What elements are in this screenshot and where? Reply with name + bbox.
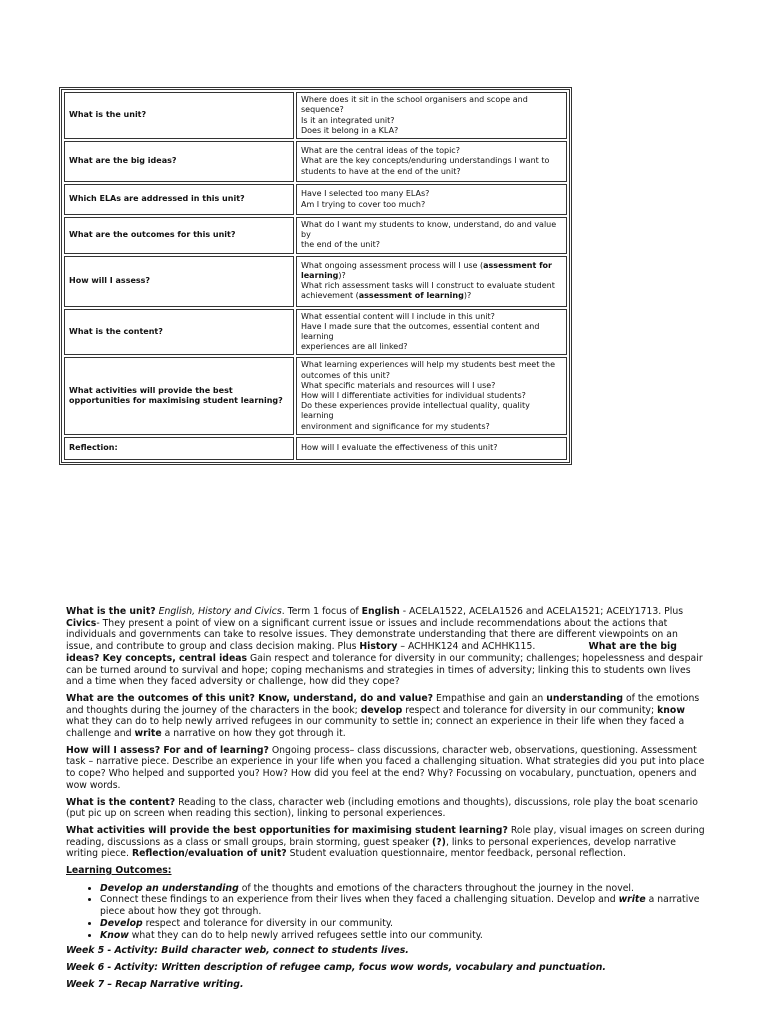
answer-text: achievement (	[301, 291, 359, 301]
keyword: Develop an understanding	[100, 882, 239, 894]
document-body	[66, 606, 706, 995]
answer-line: What do I want my students to know, understand, do and value by	[301, 220, 557, 240]
answer-emphasis: assessment of learning	[358, 291, 464, 301]
heading-text: What is the content?	[66, 796, 176, 808]
table-row	[64, 357, 567, 434]
body-text: . Term 1 focus of	[281, 606, 362, 617]
answer-line: Have I made sure that the outcomes, essential content and learning	[301, 321, 540, 342]
answer-cell	[296, 256, 567, 307]
week-5-plan: Week 5 - Activity: Build character web, connect to students lives.	[66, 945, 409, 957]
keyword: English	[361, 606, 400, 617]
answer-line: Am I trying to cover too much?	[301, 199, 426, 209]
body-text: Connect these findings to an experience from their lives when they faced a challenging situation. Develop and	[100, 894, 619, 906]
body-text: Gain respect and tolerance for diversity in our community; challenges; hopelessness and despair can be turned around to survival and hope; coping mechanisms and strategies in times of adversity; linking this to students own lives and a time when they faced adversity or challenge, how did they cope?	[66, 652, 703, 688]
answer-text: )?	[463, 291, 472, 301]
keyword: develop	[360, 704, 403, 716]
question-cell: Reflection:	[64, 437, 294, 460]
body-text: – ACHHK124 and ACHHK115.	[397, 641, 589, 653]
answer-emphasis: assessment for	[483, 260, 552, 270]
keyword: (?)	[432, 836, 446, 848]
list-item	[100, 930, 706, 942]
answer-line: Is it an integrated unit?	[301, 115, 395, 125]
answer-line	[301, 261, 562, 271]
answer-line: Where does it sit in the school organisers and scope and sequence?	[301, 95, 528, 115]
keyword: know	[657, 704, 685, 716]
answer-cell	[296, 357, 567, 434]
question-cell: How will I assess?	[64, 256, 294, 307]
table-row	[64, 309, 567, 356]
answer-text: )?	[338, 270, 346, 280]
table-row	[64, 437, 567, 460]
list-item	[100, 883, 706, 895]
learning-outcomes-list	[66, 883, 706, 942]
keyword: write	[134, 728, 162, 740]
answer-text: What ongoing assessment process will I use (	[301, 260, 484, 270]
heading-text: What are the big ideas? Key concepts, central ideas	[66, 641, 677, 664]
answer-emphasis: learning	[301, 270, 339, 280]
question-cell: What are the big ideas?	[64, 141, 294, 182]
answer-cell	[296, 217, 567, 254]
table-row	[64, 256, 567, 307]
answer-line: the end of the unit?	[301, 240, 380, 250]
body-text: respect and tolerance for diversity in our community.	[142, 917, 394, 929]
answer-cell	[296, 184, 567, 215]
answer-line: What are the central ideas of the topic?	[301, 146, 460, 156]
list-item	[100, 894, 706, 917]
body-text: , links to personal experiences, develop narrative writing piece.	[66, 836, 676, 860]
table-row	[64, 141, 567, 182]
answer-line: How will I differentiate activities for individual students?	[301, 391, 526, 401]
answer-line: Does it belong in a KLA?	[301, 125, 399, 135]
body-text: what they can do to help newly arrived refugees settle into our community.	[128, 929, 483, 941]
paragraph-assessment	[66, 745, 706, 792]
unit-planning-table	[59, 87, 572, 465]
answer-line	[301, 291, 562, 301]
answer-line: Do these experiences provide intellectual quality, quality learning	[301, 401, 530, 421]
table-row	[64, 184, 567, 215]
learning-outcomes-heading: Learning Outcomes:	[66, 865, 172, 877]
answer-cell	[296, 92, 567, 139]
body-text: a narrative on how they got through it.	[161, 728, 346, 740]
paragraph-unit-overview	[66, 606, 706, 688]
answer-line: outcomes of this unit?	[301, 370, 390, 380]
body-text: - They present a point of view on a significant current issue or issues and include recommendations about the actions that individuals and governments can take to resolve issues. They demonstrate understanding that there are different viewpoints on an issue, and contribute to group and class decision making. Plus	[66, 617, 678, 653]
answer-line: What essential content will I include in this unit?	[301, 311, 495, 321]
keyword: understanding	[546, 692, 624, 704]
answer-line: students to have at the end of the unit?	[301, 166, 461, 176]
body-text: Ongoing process– class discussions, character web, observations, questioning. Assessment task – narrative piece. Describe an experience in your life when you faced a challenging situation. What strategies did you put into place to cope? Who helped and supported you? How? How did you feel at the end? Why? Focussing on vocabulary, punctuation, openers and wow words.	[66, 744, 705, 791]
heading-text: What are the outcomes of this unit? Know, understand, do and value?	[66, 692, 434, 704]
week-6-plan: Week 6 - Activity: Written description of refugee camp, focus wow words, vocabulary and punctuation.	[66, 961, 606, 973]
body-text: Reading to the class, character web (including emotions and thoughts), discussions, role play the boat scenario (put pic up on screen when reading this section), linking to personal experiences.	[66, 796, 698, 820]
answer-line: What learning experiences will help my students best meet the	[301, 360, 556, 370]
paragraph-activities	[66, 825, 706, 860]
question-cell: What is the content?	[64, 309, 294, 356]
body-text: - ACELA1522, ACELA1526 and ACELA1521; ACELY1713. Plus	[399, 606, 684, 617]
answer-line: What specific materials and resources will I use?	[301, 380, 496, 390]
heading-text: How will I assess? For and of learning?	[66, 744, 269, 756]
question-cell: What are the outcomes for this unit?	[64, 217, 294, 254]
heading-text: Reflection/evaluation of unit?	[131, 848, 287, 860]
heading-text: What is the unit?	[66, 606, 156, 617]
answer-line: How will I evaluate the effectiveness of this unit?	[301, 443, 498, 453]
answer-line: What rich assessment tasks will I construct to evaluate student	[301, 281, 555, 291]
question-cell: What is the unit?	[64, 92, 294, 139]
heading-text: What activities will provide the best opportunities for maximising student learning?	[66, 824, 508, 836]
question-cell: Which ELAs are addressed in this unit?	[64, 184, 294, 215]
body-text: Student evaluation questionnaire, mentor feedback, personal reflection.	[286, 848, 626, 860]
italic-text: English, History and Civics	[155, 606, 282, 617]
body-text: what they can do to help newly arrived refugees in our community to settle in; connect an experience in their life when they faced a challenge and	[66, 716, 685, 740]
question-cell: What activities will provide the best opportunities for maximising student learning?	[64, 357, 294, 434]
body-text: Role play, visual images on screen during reading, discussions as a class or small groups, brain storming, guest speaker	[66, 824, 705, 848]
paragraph-outcomes	[66, 693, 706, 740]
body-text: a narrative piece about how they got through.	[100, 894, 700, 918]
answer-cell	[296, 437, 567, 460]
answer-line: What are the key concepts/enduring understandings I want to	[301, 156, 550, 166]
answer-cell	[296, 309, 567, 356]
keyword: write	[618, 894, 646, 906]
body-text: of the thoughts and emotions of the characters throughout the journey in the novel.	[238, 882, 634, 894]
table-row	[64, 92, 567, 139]
paragraph-content	[66, 797, 706, 820]
body-text: Empathise and gain an	[433, 692, 547, 704]
keyword: Develop	[100, 917, 143, 929]
answer-cell	[296, 141, 567, 182]
answer-line: experiences are all linked?	[301, 342, 408, 352]
week-7-plan: Week 7 – Recap Narrative writing.	[66, 978, 244, 990]
keyword: Civics	[66, 617, 97, 629]
keyword: Know	[100, 929, 129, 941]
keyword: History	[359, 641, 398, 653]
answer-line: Have I selected too many ELAs?	[301, 189, 430, 199]
list-item	[100, 918, 706, 930]
table-row	[64, 217, 567, 254]
body-text: of the emotions and thoughts during the journey of the characters in the book;	[66, 692, 700, 716]
body-text: respect and tolerance for diversity in our community;	[402, 704, 658, 716]
answer-line	[301, 271, 562, 281]
answer-line: environment and significance for my students?	[301, 421, 490, 431]
